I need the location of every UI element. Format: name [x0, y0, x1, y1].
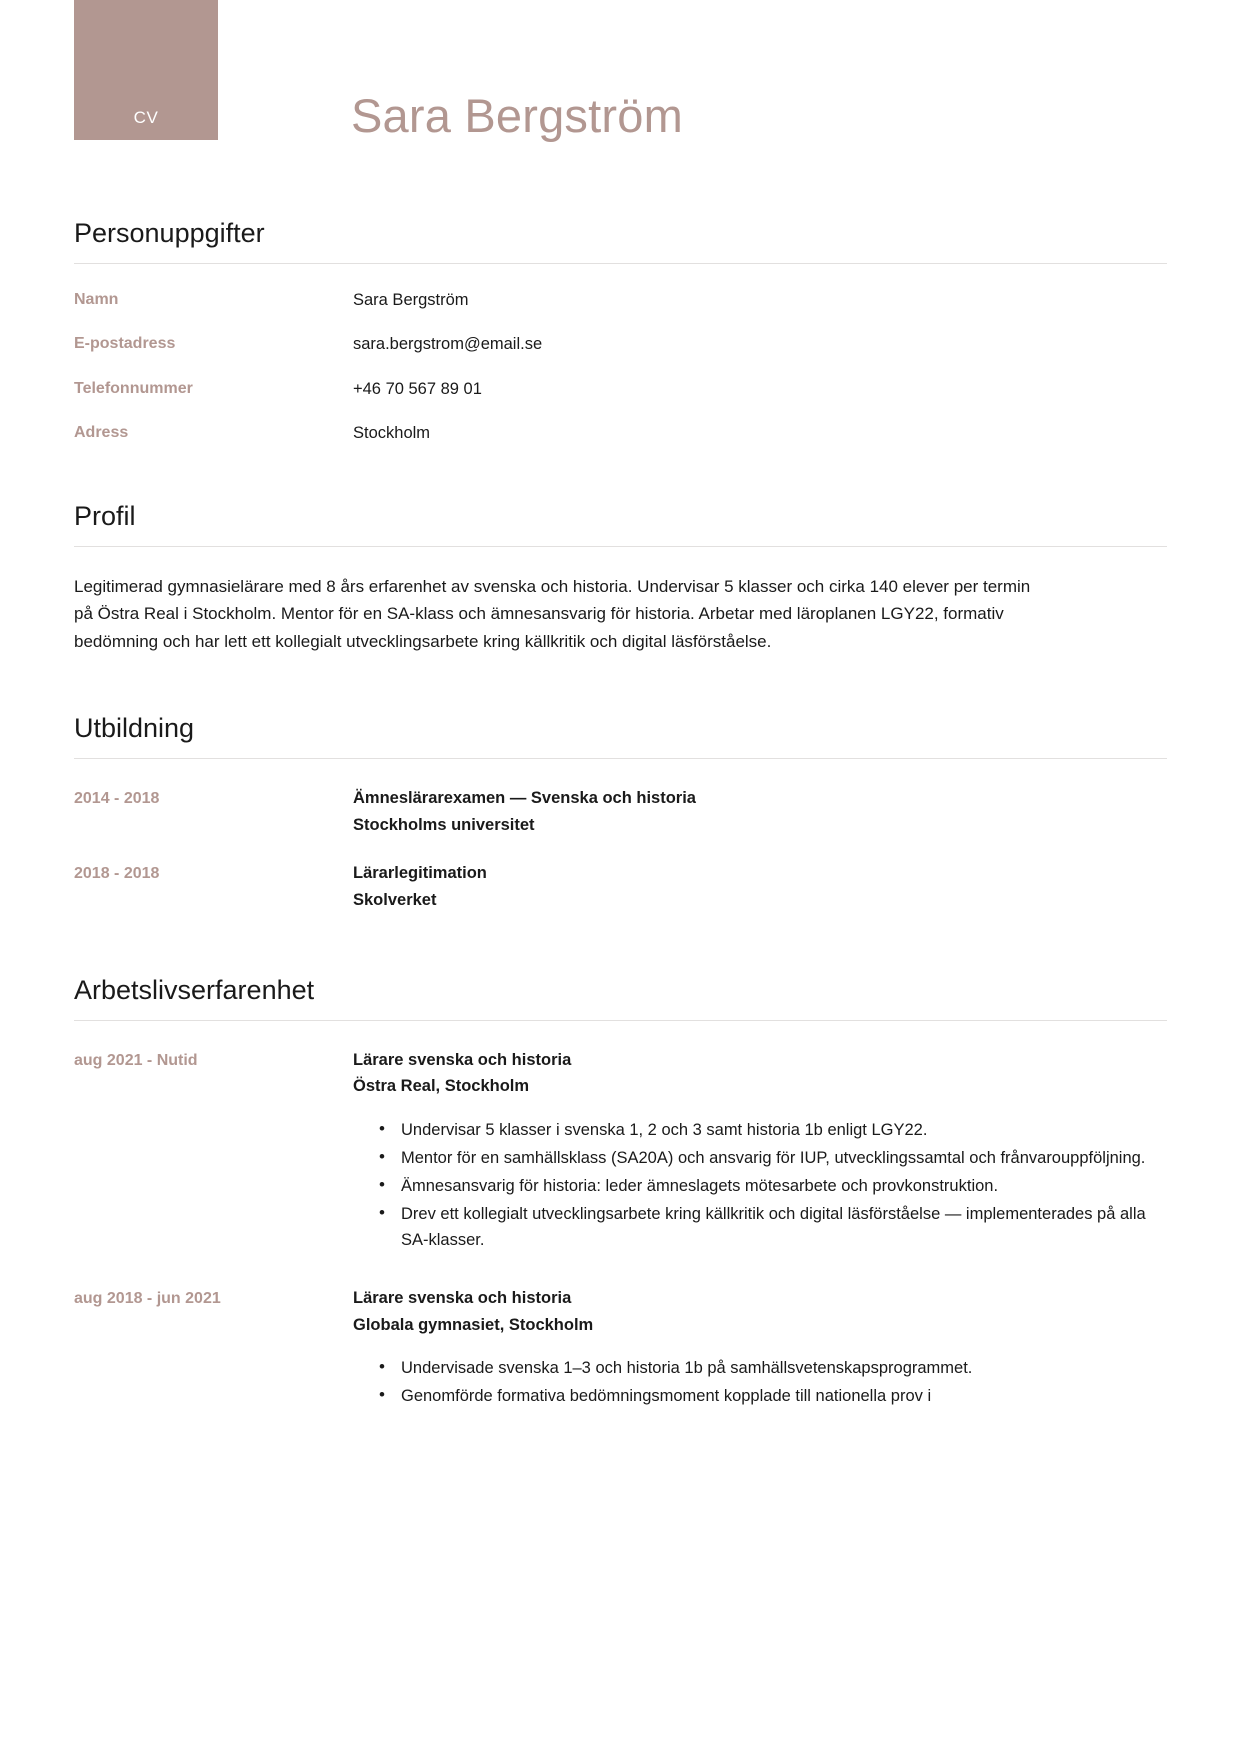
- field-label-telefonnummer: Telefonnummer: [74, 379, 193, 397]
- personal-field-row: [74, 423, 1167, 444]
- section-divider-profile: [74, 546, 1167, 547]
- education-entry-body: [353, 860, 1167, 913]
- cv-badge-label: CV: [133, 108, 159, 127]
- experience-bullet: • Undervisar 5 klasser i svenska 1, 2 och 3 samt historia 1b enligt LGY22.: [379, 1117, 1167, 1143]
- education-entry-date: 2014 - 2018: [74, 790, 160, 808]
- section-title-experience: Arbetslivserfarenhet: [74, 975, 315, 1006]
- section-title-profile: Profil: [74, 500, 136, 531]
- section-experience: [74, 975, 1167, 1411]
- education-entry-institution: Stockholms universitet: [353, 815, 535, 834]
- education-entry: [74, 785, 1167, 838]
- section-divider-experience: [74, 1020, 1167, 1021]
- experience-entry: [74, 1285, 1167, 1411]
- experience-bullet: • Genomförde formativa bedömningsmoment kopplade till nationella prov i: [379, 1383, 1167, 1409]
- education-entry-title: Ämneslärarexamen — Svenska och historia: [353, 789, 696, 808]
- experience-bullet: • Mentor för en samhällsklass (SA20A) och ansvarig för IUP, utvecklingssamtal och frånvarouppföljning.: [379, 1145, 1167, 1171]
- field-value-adress: Stockholm: [353, 424, 431, 443]
- section-divider-education: [74, 758, 1167, 759]
- cv-header: [0, 0, 1241, 190]
- personal-field-row: [74, 290, 1167, 311]
- field-value-namn: Sara Bergström: [353, 291, 469, 310]
- cv-content: [0, 218, 1241, 1411]
- section-education: [74, 713, 1167, 913]
- experience-entry-employer: Östra Real, Stockholm: [353, 1077, 530, 1096]
- cv-badge: [74, 0, 218, 140]
- section-personal-details: [74, 218, 1167, 445]
- section-profile: [74, 501, 1167, 656]
- field-label-epostadress: E-postadress: [74, 335, 176, 353]
- section-divider-personal: [74, 263, 1167, 264]
- profile-paragraph: Legitimerad gymnasielärare med 8 års erfarenhet av svenska och historia. Undervisar 5 klasser och cirka 140 elever per termin på Östra Real i Stockholm. Mentor för en SA-klass och ämnesansvarig för historia. Arbetar med läroplanen LGY22, formativ bedömning och har lett ett kollegialt utvecklingsarbete kring källkritik och digital läsförståelse.: [74, 576, 1031, 651]
- experience-entry-employer: Globala gymnasiet, Stockholm: [353, 1315, 594, 1334]
- education-entry-date: 2018 - 2018: [74, 865, 160, 883]
- field-label-namn: Namn: [74, 291, 119, 309]
- personal-field-row: [74, 334, 1167, 355]
- personal-field-row: [74, 379, 1167, 400]
- experience-entry-title: Lärare svenska och historia: [353, 1051, 572, 1070]
- education-entry: [74, 860, 1167, 913]
- experience-entry-body: [353, 1047, 1167, 1255]
- education-entry-institution: Skolverket: [353, 890, 437, 909]
- field-value-epostadress: sara.bergstrom@email.se: [353, 335, 543, 354]
- experience-bullet: • Undervisade svenska 1–3 och historia 1b på samhällsvetenskapsprogrammet.: [379, 1355, 1167, 1381]
- section-title-education: Utbildning: [74, 713, 195, 744]
- experience-entry-date: aug 2021 - Nutid: [74, 1052, 198, 1070]
- experience-bullet-list: [353, 1355, 1167, 1409]
- section-title-personal: Personuppgifter: [74, 218, 265, 248]
- field-value-telefonnummer: +46 70 567 89 01: [353, 379, 482, 398]
- experience-entry-title: Lärare svenska och historia: [353, 1289, 572, 1308]
- experience-bullet-list: [353, 1117, 1167, 1253]
- education-entry-title: Lärarlegitimation: [353, 864, 487, 883]
- experience-entry-date: aug 2018 - jun 2021: [74, 1290, 221, 1308]
- experience-bullet: • Ämnesansvarig för historia: leder ämneslagets mötesarbete och provkonstruktion.: [379, 1173, 1167, 1199]
- field-label-adress: Adress: [74, 424, 129, 442]
- candidate-name: Sara Bergström: [351, 89, 683, 142]
- experience-entry: [74, 1047, 1167, 1255]
- experience-entry-body: [353, 1285, 1167, 1411]
- education-entry-body: [353, 785, 1167, 838]
- experience-bullet: • Drev ett kollegialt utvecklingsarbete kring källkritik och digital läsförståelse — implementerades på alla SA-klasser.: [379, 1201, 1167, 1253]
